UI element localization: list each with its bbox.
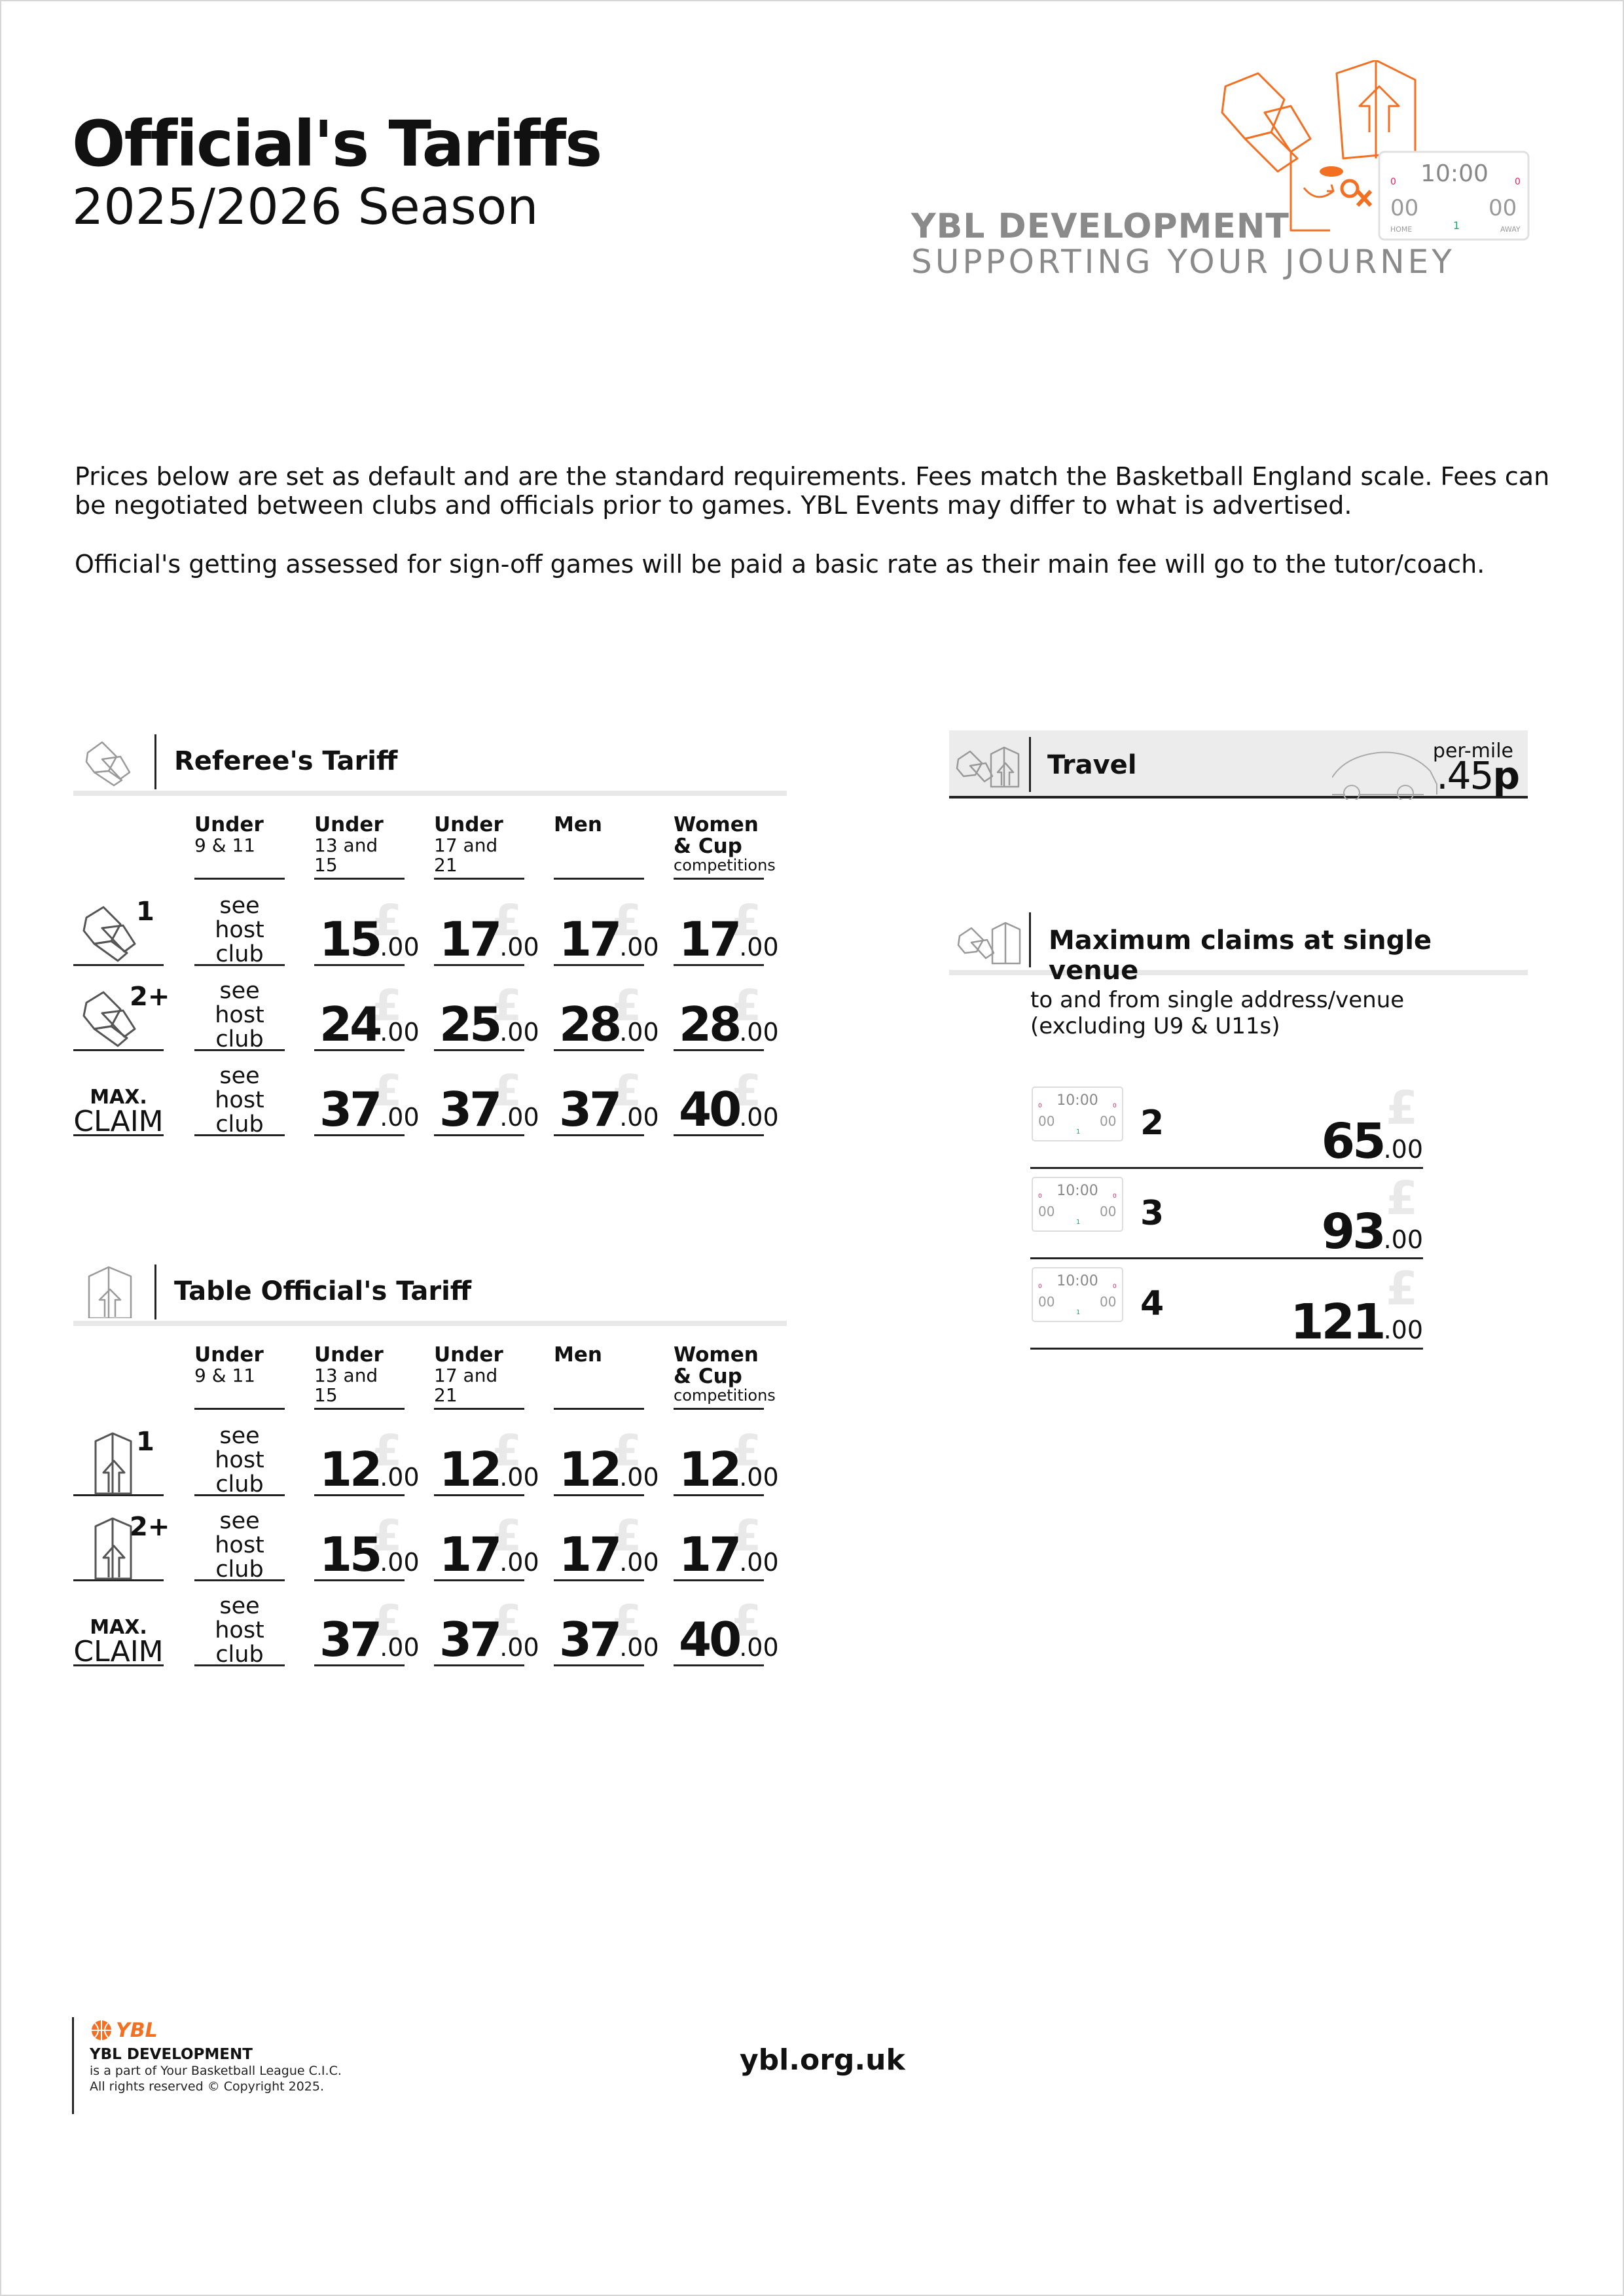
price-cell: £ 37.00 [314, 1594, 405, 1666]
svg-text:00: 00 [1489, 195, 1517, 221]
price-cell: £ 37.00 [554, 1594, 644, 1666]
table-row [73, 1058, 787, 1143]
basketball-icon [90, 2018, 113, 2042]
svg-text:1: 1 [1453, 219, 1460, 232]
column-header-men: Men [554, 1344, 644, 1410]
svg-text:0: 0 [1038, 1193, 1042, 1200]
svg-text:0: 0 [1113, 1283, 1117, 1290]
host-club-cell: see host club [194, 1424, 285, 1496]
column-header-women-cup: Women & Cup competitions [674, 814, 764, 880]
svg-text:00: 00 [1038, 1113, 1055, 1129]
svg-text:10:00: 10:00 [1056, 1183, 1098, 1199]
games-count: 4 [1140, 1284, 1164, 1323]
row-label-one-official: 1 [73, 1424, 164, 1496]
max-claims-title: Maximum claims at single venue [1049, 925, 1432, 986]
table-official-tariff-title: Table Official's Tariff [174, 1276, 472, 1306]
price-cell: £ 15.00 [314, 1509, 405, 1581]
whistle-icon [82, 733, 137, 788]
travel-title: Travel [1047, 750, 1137, 780]
intro-text [75, 462, 1567, 579]
svg-text:10:00: 10:00 [1056, 1092, 1098, 1109]
max-claims-subtitle: to and from single address/venue (excluding U9 & U11s) [1030, 987, 1405, 1039]
price-cell: £ 12.00 [314, 1424, 405, 1496]
scoreboard-icon [1032, 1267, 1123, 1322]
max-claim-amount: 65.00 [1321, 1113, 1423, 1170]
price-cell: £ 28.00 [674, 979, 764, 1051]
footer-copyright: All rights reserved © Copyright 2025. [90, 2079, 325, 2094]
scoreboard-icon [1032, 1086, 1123, 1141]
price-cell: £ 17.00 [674, 894, 764, 966]
games-count: 2 [1140, 1103, 1164, 1143]
svg-text:10:00: 10:00 [1056, 1273, 1098, 1289]
footer-parent-org: is a part of Your Basketball League C.I.C. [90, 2064, 342, 2078]
car-icon [1332, 745, 1443, 800]
max-claims-list [1030, 1079, 1423, 1350]
host-club-cell: see host club [194, 894, 285, 966]
price-cell: £ 17.00 [554, 1509, 644, 1581]
games-count: 3 [1140, 1194, 1164, 1233]
price-cell: £ 37.00 [554, 1064, 644, 1136]
svg-text:AWAY: AWAY [1500, 225, 1521, 234]
list-item: 10:00 0 0 00 00 1 2 £ 65.00 [1030, 1079, 1423, 1169]
header-divider [154, 1265, 156, 1319]
host-club-cell: see host club [194, 979, 285, 1051]
scoresheet-icon [82, 1263, 137, 1318]
price-cell: £ 28.00 [554, 979, 644, 1051]
footer [72, 2017, 342, 2114]
svg-text:00: 00 [1038, 1204, 1055, 1219]
price-cell: £ 37.00 [434, 1594, 524, 1666]
travel-rate: .45p [1436, 753, 1519, 798]
row-label-max-claim: MAX. CLAIM [73, 1594, 164, 1666]
row-label-two-plus-officials: 2+ [73, 1509, 164, 1581]
price-cell: £ 12.00 [554, 1424, 644, 1496]
max-claims-header [949, 908, 1528, 986]
svg-text:00: 00 [1100, 1204, 1117, 1219]
row-label-two-plus-officials: 2+ [73, 979, 164, 1051]
table-row [73, 1503, 787, 1588]
column-headers [73, 796, 787, 888]
column-header-u13-15: Under 13 and 15 [314, 1344, 405, 1410]
row-label-one-official: 1 [73, 894, 164, 966]
svg-text:0: 0 [1113, 1193, 1117, 1200]
brand-name: YBL DEVELOPMENT [911, 207, 1290, 246]
svg-text:10:00: 10:00 [1420, 160, 1489, 187]
price-cell: £ 12.00 [434, 1424, 524, 1496]
svg-text:1: 1 [1076, 1219, 1081, 1226]
row-label-max-claim: MAX. CLAIM [73, 1064, 164, 1136]
price-cell: £ 17.00 [434, 894, 524, 966]
whistle-scoresheet-icon [957, 914, 1022, 966]
price-cell: £ 37.00 [314, 1064, 405, 1136]
column-headers [73, 1326, 787, 1418]
svg-text:1: 1 [1076, 1128, 1081, 1136]
brand-slogan: SUPPORTING YOUR JOURNEY [911, 243, 1455, 281]
header-divider [1029, 912, 1031, 967]
table-row [73, 1588, 787, 1673]
host-club-cell: see host club [194, 1594, 285, 1666]
svg-text:00: 00 [1390, 195, 1419, 221]
column-header-women-cup: Women & Cup competitions [674, 1344, 764, 1410]
website-link[interactable]: ybl.org.uk [740, 2043, 905, 2077]
svg-text:0: 0 [1515, 177, 1521, 187]
header-divider [1029, 737, 1031, 792]
price-cell: £ 17.00 [434, 1509, 524, 1581]
column-header-u13-15: Under 13 and 15 [314, 814, 405, 880]
list-item: 10:00 0 0 00 00 1 3 £ 93.00 [1030, 1169, 1423, 1259]
svg-text:0: 0 [1038, 1103, 1042, 1109]
price-cell: £ 25.00 [434, 979, 524, 1051]
page-title: Official's Tariffs [72, 107, 602, 181]
price-cell: £ 40.00 [674, 1064, 764, 1136]
table-row [73, 1418, 787, 1503]
host-club-cell: see host club [194, 1064, 285, 1136]
svg-text:00: 00 [1100, 1294, 1117, 1310]
price-cell: £ 17.00 [674, 1509, 764, 1581]
ybl-logo: YBL [90, 2017, 342, 2043]
svg-text:00: 00 [1038, 1294, 1055, 1310]
footer-org-name: YBL DEVELOPMENT [90, 2046, 253, 2063]
svg-text:0: 0 [1390, 177, 1396, 187]
host-club-cell: see host club [194, 1509, 285, 1581]
per-mile-label: per-mile [1432, 740, 1513, 762]
travel-panel [949, 730, 1528, 798]
header-divider [154, 734, 156, 789]
price-cell: £ 37.00 [434, 1064, 524, 1136]
referee-tariff-section [73, 733, 787, 1143]
column-header-u17-21: Under 17 and 21 [434, 814, 524, 880]
table-official-tariff-header [73, 1263, 787, 1326]
intro-paragraph-2: Official's getting assessed for sign-off games will be paid a basic rate as their main fee will go to the tutor/coach. [75, 550, 1485, 579]
column-header-u9-11: Under 9 & 11 [194, 1344, 285, 1410]
title-block [72, 107, 602, 236]
table-row [73, 888, 787, 973]
column-header-men: Men [554, 814, 644, 880]
scoreboard-icon [1032, 1177, 1123, 1232]
table-row [73, 973, 787, 1058]
intro-paragraph-1: Prices below are set as default and are the standard requirements. Fees match the Basketball England scale. Fees can be negotiated between clubs and officials prior to games. YBL Events may differ to what is advertised. [75, 462, 1550, 520]
price-cell: £ 40.00 [674, 1594, 764, 1666]
svg-text:HOME: HOME [1390, 225, 1413, 234]
whistle-scoresheet-icon [956, 740, 1021, 789]
max-claims-section [949, 908, 1528, 1350]
price-cell: £ 17.00 [554, 894, 644, 966]
list-item: 10:00 0 0 00 00 1 4 £ 121.00 [1030, 1259, 1423, 1350]
season-subtitle: 2025/2026 Season [72, 177, 539, 236]
max-claim-amount: 121.00 [1290, 1294, 1423, 1350]
svg-text:00: 00 [1100, 1113, 1117, 1129]
price-cell: £ 12.00 [674, 1424, 764, 1496]
price-cell: £ 15.00 [314, 894, 405, 966]
svg-text:0: 0 [1113, 1103, 1117, 1109]
max-claim-amount: 93.00 [1321, 1204, 1423, 1260]
table-official-tariff-section [73, 1263, 787, 1673]
brand-tagline [911, 209, 1455, 279]
column-header-u9-11: Under 9 & 11 [194, 814, 285, 880]
svg-text:0: 0 [1038, 1283, 1042, 1290]
price-cell: £ 24.00 [314, 979, 405, 1051]
referee-tariff-header [73, 733, 787, 796]
svg-text:1: 1 [1076, 1309, 1081, 1316]
column-header-u17-21: Under 17 and 21 [434, 1344, 524, 1410]
referee-tariff-title: Referee's Tariff [174, 746, 398, 776]
